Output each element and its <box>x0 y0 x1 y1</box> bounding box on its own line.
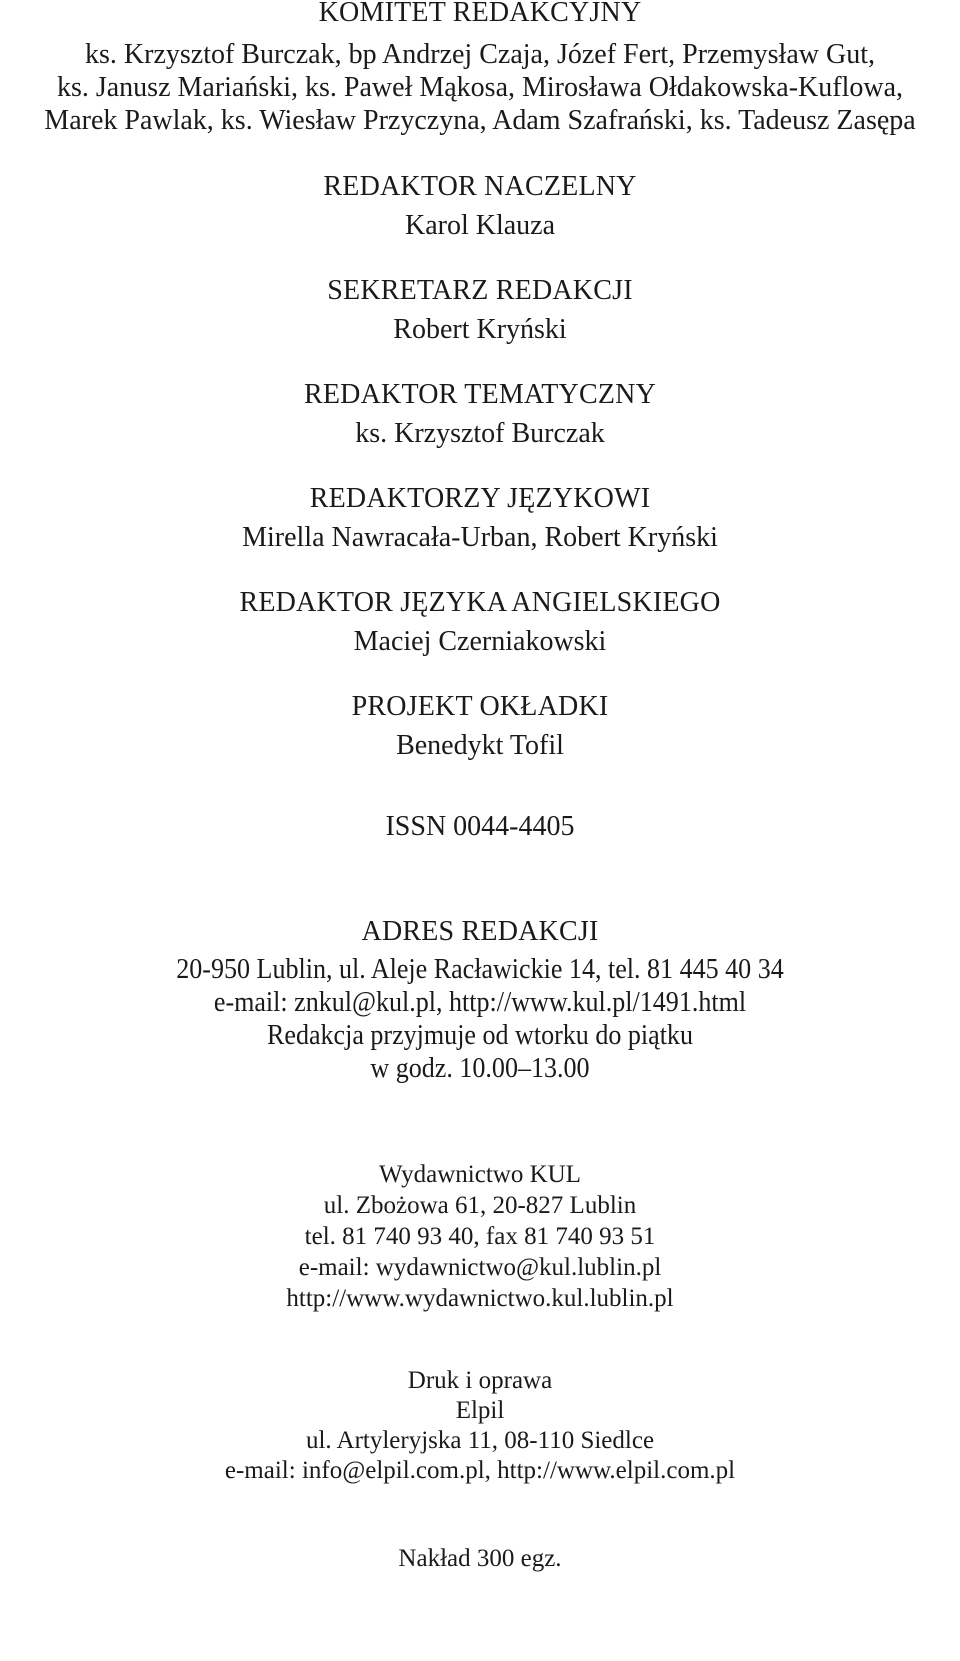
thematic-editor-heading: REDAKTOR TEMATYCZNY <box>304 379 656 410</box>
committee-heading: KOMITET REDAKCYJNY <box>318 0 642 28</box>
committee-members-line-3: Marek Pawlak, ks. Wiesław Przyczyna, Adam Szafrański, ks. Tadeusz Zasępa <box>44 105 916 136</box>
thematic-editor-name: ks. Krzysztof Burczak <box>355 418 605 449</box>
english-editor-name: Maciej Czerniakowski <box>353 626 607 657</box>
editorial-address-line-2: e-mail: znkul@kul.pl, http://www.kul.pl/1491.html <box>213 987 747 1018</box>
cover-design-name: Benedykt Tofil <box>396 730 564 761</box>
editor-in-chief-heading: REDAKTOR NACZELNY <box>323 171 637 202</box>
issn-number: ISSN 0044-4405 <box>385 811 575 842</box>
english-editor-heading: REDAKTOR JĘZYKA ANGIELSKIEGO <box>239 587 721 618</box>
publisher-phone: tel. 81 740 93 40, fax 81 740 93 51 <box>304 1223 656 1250</box>
editorial-address-line-1: 20-950 Lublin, ul. Aleje Racławickie 14, tel. 81 445 40 34 <box>176 954 784 985</box>
language-editors-heading: REDAKTORZY JĘZYKOWI <box>309 483 651 514</box>
editorial-secretary-heading: SEKRETARZ REDAKCJI <box>327 275 633 306</box>
committee-members-line-1: ks. Krzysztof Burczak, bp Andrzej Czaja, Józef Fert, Przemysław Gut, <box>85 39 875 70</box>
committee-members-line-2: ks. Janusz Mariański, ks. Paweł Mąkosa, Mirosława Ołdakowska-Kuflowa, <box>56 72 904 103</box>
editorial-address-heading: ADRES REDAKCJI <box>361 916 599 947</box>
publisher-website: http://www.wydawnictwo.kul.lublin.pl <box>286 1285 674 1312</box>
editorial-secretary-name: Robert Kryński <box>393 314 567 345</box>
printer-street: ul. Artyleryjska 11, 08-110 Siedlce <box>305 1427 655 1454</box>
editorial-address-line-4: w godz. 10.00–13.00 <box>370 1053 590 1084</box>
publisher-name: Wydawnictwo KUL <box>379 1161 581 1188</box>
cover-design-heading: PROJEKT OKŁADKI <box>351 691 609 722</box>
printer-heading: Druk i oprawa <box>407 1367 553 1394</box>
publisher-street: ul. Zbożowa 61, 20-827 Lublin <box>323 1192 637 1219</box>
publisher-email: e-mail: wydawnictwo@kul.lublin.pl <box>298 1254 662 1281</box>
editor-in-chief-name: Karol Klauza <box>404 210 556 241</box>
printer-contact: e-mail: info@elpil.com.pl, http://www.elpil.com.pl <box>224 1457 736 1484</box>
print-run: Nakład 300 egz. <box>398 1545 562 1572</box>
language-editors-names: Mirella Nawracała-Urban, Robert Kryński <box>242 522 718 553</box>
editorial-address-line-3: Redakcja przyjmuje od wtorku do piątku <box>267 1020 693 1051</box>
printer-name: Elpil <box>455 1397 505 1424</box>
